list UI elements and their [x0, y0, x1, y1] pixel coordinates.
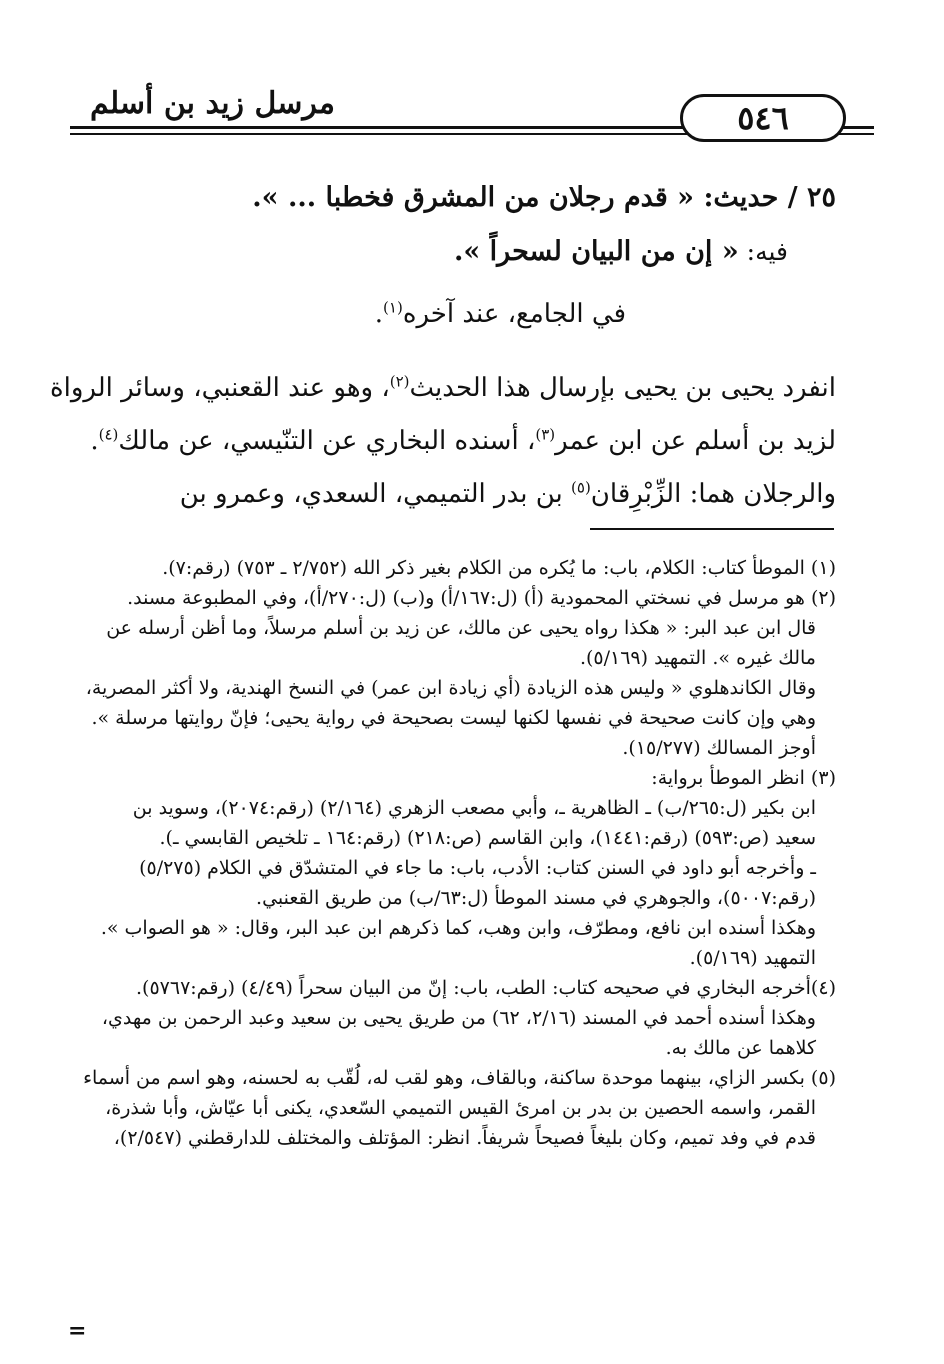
footnote-ref[interactable]: (١) [383, 298, 403, 317]
fihi-quote: « إن من البيان لسحراً ». [454, 236, 739, 267]
footnote-line: التمهيد (٥/١٦٩). [689, 947, 816, 969]
footnote-line: وهكذا أسنده ابن نافع، ومطرّف، وابن وهب، كما ذكرهم ابن عبد البر، وقال: « هو الصواب ». [100, 917, 816, 939]
footnote-line: وهي وإن كانت صحيحة في نفسها لكنها ليست بصحيحة في رواية يحيى؛ فإنّ روايتها مرسلة ». [91, 707, 816, 729]
hadith-label: حديث: [703, 182, 779, 213]
footnote-line: ـ وأخرجه أبو داود في السنن كتاب: الأدب، باب: ما جاء في المتشدّق في الكلام (٥/٢٧٥) [139, 857, 816, 879]
main-text [49, 170, 836, 521]
body-line: والرجلان هما: الزِّبْرِقان$^{(٥)}$ بن بدر التميمي، السعدي، وعمرو بن [179, 478, 836, 509]
footnote-separator [590, 528, 834, 530]
footnote-line: قال ابن عبد البر: « هكذا رواه يحيى عن مالك، عن زيد بن أسلم مرسلاً، وما أظن أرسله عن [106, 617, 816, 639]
footnote-line: وهكذا أسنده أحمد في المسند (٢/١٦، ٦٢) من طريق يحيى بن سعيد وعبد الرحمن بن مهدي، [101, 1007, 816, 1029]
footnote-line: القمر، واسمه الحصين بن بدر بن امرئ القيس التميمي السّعدي، يكنى أبا عيّاش، وأبا شذرة، [105, 1097, 816, 1119]
footnote-line: (٤)أخرجه البخاري في صحيحه كتاب: الطب، باب: إنّ من البيان سحراً (٤/٤٩) (رقم:٥٧٦٧). [136, 977, 836, 999]
footnote-line: (٣) انظر الموطأ برواية: [651, 767, 836, 789]
footnote-line: (٢) هو مرسل في نسختي المحمودية (أ) (ل:١٦٧/أ) و(ب) (ل:٢٧٠/أ)، وفي المطبوعة مسند. [127, 587, 836, 609]
body-line: لزيد بن أسلم عن ابن عمر$^{(٣)}$، أسنده البخاري عن التنّيسي، عن مالك$^{(٤)}$. [90, 425, 836, 456]
footnote-line: وقال الكاندهلوي « وليس هذه الزيادة (أي زيادة ابن عمر) في النسخ الهندية، ولا أكثر المصرية، [85, 677, 816, 699]
running-title: مرسل زيد بن أسلم [80, 86, 345, 121]
page-header [70, 86, 874, 146]
body-paragraph [49, 362, 836, 521]
footnote-ref[interactable]: (٢) [389, 372, 410, 391]
continuation-mark: = [68, 1318, 87, 1344]
fihi-line [72, 226, 836, 278]
footnote-line: قدم في وفد تميم، وكان بليغاً فصيحاً شريفاً. انظر: المؤتلف والمختلف للدارقطني (٢/٥٤٧)، [113, 1127, 816, 1149]
hadith-number: ٢٥ / [787, 182, 836, 213]
hadith-heading [72, 170, 836, 226]
fihi-prefix: فيه: [746, 237, 788, 266]
footnotes [72, 553, 836, 1153]
footnote-line: سعيد (ص:٥٩٣) (رقم:١٤٤١)، وابن القاسم (ص:٢١٨) (رقم:١٦٤ ـ تلخيص القابسي ـ). [159, 827, 816, 849]
jami-line: في الجامع، عند آخره$^{(١)}$. [374, 298, 626, 329]
footnote-ref[interactable]: (٥) [571, 478, 591, 497]
footnote-line: ابن بكير (ل:٢٦٥/ب) ـ الظاهرية ـ، وأبي مصعب الزهري (٢/١٦٤) (رقم:٢٠٧٤)، وسويد بن [132, 797, 816, 819]
footnote-line: أوجز المسالك (١٥/٢٧٧). [622, 737, 816, 759]
footnote-line: (رقم:٥٠٠٧)، والجوهري في مسند الموطأ (ل:٦٣/ب) من طريق القعنبي. [256, 887, 816, 909]
footnote-line: (٥) بكسر الزاي، بينهما موحدة ساكنة، وبالقاف، وهو لقب له، لُقّب به لحسنه، وهو اسم من أسماء [83, 1067, 836, 1089]
hadith-text: « قدم رجلان من المشرق فخطبا ... ». [252, 182, 695, 213]
footnote-line: (١) الموطأ كتاب: الكلام، باب: ما يُكره من الكلام بغير ذكر الله (٢/٧٥٢ ـ ٧٥٣) (رقم:٧). [162, 557, 836, 579]
page-number: ٥٤٦ [680, 94, 846, 142]
footnote-ref[interactable]: (٤) [98, 425, 119, 444]
footnote-line: مالك غيره ». التمهيد (٥/١٦٩). [579, 647, 816, 669]
body-line: انفرد يحيى بن يحيى بإرسال هذا الحديث$^{(٢)}$، وهو عند القعنبي، وسائر الرواة [49, 372, 836, 403]
footnote-ref[interactable]: (٣) [535, 425, 556, 444]
jami-text: في الجامع، عند آخره [402, 299, 626, 329]
footnote-line: كلاهما عن مالك به. [665, 1037, 816, 1059]
